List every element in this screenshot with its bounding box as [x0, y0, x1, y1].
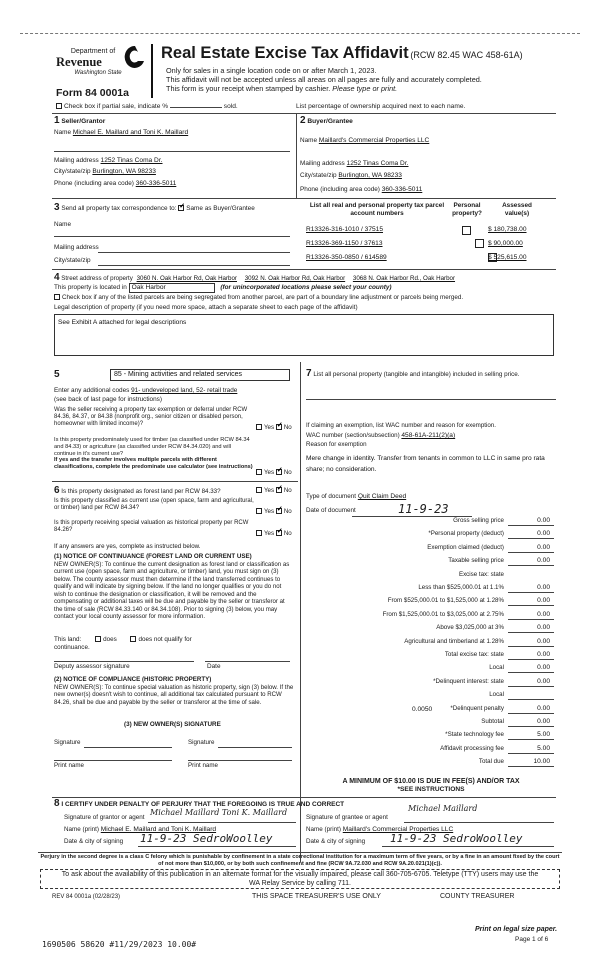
tax-row-label: *Delinquent interest: state	[433, 677, 504, 685]
q1-no[interactable]	[276, 424, 282, 430]
grantee-signature[interactable]: Michael Maillard	[408, 804, 478, 813]
dor-logo-icon	[124, 44, 146, 70]
grantee-date-row: Date & city of signing	[306, 838, 366, 845]
tax-row-line	[508, 672, 554, 673]
parcel-2-value[interactable]: $ 90,000.00	[488, 240, 523, 247]
does-qualify-checkbox[interactable]	[95, 636, 101, 642]
seller-city-row: City/state/zip Burlington, WA 98233	[54, 168, 156, 175]
tax-row-value[interactable]: 0.00	[537, 610, 550, 618]
address-3[interactable]: 3068 N. Oak Harbor Rd., Oak Harbor	[352, 275, 456, 282]
owner-sig-line-1[interactable]	[84, 747, 172, 748]
personal-property-line[interactable]	[306, 399, 556, 400]
tax-row-label: *State technology fee	[445, 731, 504, 739]
sig-label-1: Signature	[54, 739, 81, 746]
address-2[interactable]: 3092 N. Oak Harbor Rd, Oak Harbor	[244, 275, 346, 282]
recording-stamp: 1690506 58620 #11/29/2023 10.00#	[42, 940, 197, 949]
personal-col-header: Personal property?	[452, 202, 482, 217]
owner-sig-line-2[interactable]	[218, 747, 292, 748]
tax-row-label: Less than $525,000.01 at 1.1%	[418, 584, 504, 591]
header-line3-italic: Please type or print.	[332, 84, 398, 94]
owner-print-line-2[interactable]	[188, 760, 292, 761]
section7-heading: 7 List all personal property (tangible and intangible) included in selling price.	[306, 368, 520, 379]
header-line1: Only for sales in a single location code on or after March 1, 2023.	[166, 66, 377, 75]
print-label-2: Print name	[188, 762, 218, 769]
tax-row-line	[508, 753, 554, 754]
tax-row-value[interactable]: 0.00	[537, 530, 550, 538]
partial-percent-field[interactable]	[170, 107, 222, 108]
tax-row-line	[508, 525, 554, 526]
percent-note: List percentage of ownership acquired next to each name.	[296, 103, 466, 110]
q2-no[interactable]	[276, 469, 282, 475]
historic-yes[interactable]	[256, 530, 262, 536]
compliance-heading: (2) NOTICE OF COMPLIANCE (HISTORIC PROPERTY)	[54, 676, 212, 683]
legal-paper-note: Print on legal size paper.	[475, 926, 558, 933]
divider-5	[52, 481, 298, 482]
sec5-q2-answer: Yes ✓ No	[256, 469, 292, 476]
buyer-name[interactable]: Maillard's Commercial Properties LLC	[318, 137, 430, 144]
tax-row-label: Local	[489, 691, 504, 699]
wac-row: WAC number (section/subsection) 458-61A-211(2)(a)	[306, 432, 456, 439]
segregate-row: Check box if any of the listed parcels are being segregated from another parcel, are part of a boundary line adjustment or parcels being merged.	[54, 294, 463, 302]
sec6-if-yes: If any answers are yes, complete as instructed below.	[54, 543, 201, 550]
reason-label: Reason for exemption	[306, 441, 367, 448]
tax-row-value[interactable]: 0.00	[537, 584, 550, 591]
does-not-qualify-checkbox[interactable]	[130, 636, 136, 642]
grantor-name-print[interactable]: Michael E. Maillard and Toni K. Maillard	[100, 826, 217, 833]
tax-row-line	[508, 552, 554, 553]
tax-row-line	[508, 686, 554, 687]
tax-row-label: From $525,000.01 to $1,525,000 at 1.28%	[387, 597, 504, 605]
divider-3	[52, 269, 556, 270]
buyer-mail-row: Mailing address 1252 Tinas Coma Dr.	[300, 160, 409, 167]
header-line2: This affidavit will not be accepted unless all areas on all pages are fully and accurately completed.	[166, 75, 482, 85]
header-notes	[166, 66, 482, 93]
see-instructions: *SEE INSTRUCTIONS	[397, 786, 465, 793]
buyer-phone-row: Phone (including area code) 360-336-5011	[300, 186, 423, 193]
rcw-ref: (RCW 82.45 WAC 458-61A)	[410, 50, 523, 60]
tax-row-label: *Personal property (deduct)	[428, 530, 504, 538]
add-codes-row: Enter any additional codes 91- undeveloped land, 52- retail trade	[54, 387, 238, 394]
header-line3: This form is your receipt when stamped by cashier.	[166, 84, 331, 94]
tax-row-label: Taxable selling price	[448, 557, 504, 565]
county-treasurer: COUNTY TREASURER	[440, 893, 515, 900]
perjury-text: Perjury in the second degree is a class C felony which is punishable by confinement in a state correctional institution for a maximum term of five years, or by a fine in an amount fixed by the court of not more than $10,000, or by both such confinement and fine (RCW 9A.72.030 and RCW 9A.20.021(1)(c)).	[40, 854, 560, 867]
tax-row-value[interactable]: 0.00	[537, 651, 550, 658]
divider-footer	[38, 852, 562, 853]
sec3-mail-line[interactable]	[98, 252, 290, 253]
forest-yes[interactable]	[256, 487, 262, 493]
sig-label-2: Signature	[188, 739, 215, 746]
continuance-heading: (1) NOTICE OF CONTINUANCE (FOREST LAND OR CURRENT USE)	[54, 553, 252, 560]
seller-phone-row: Phone (including area code) 360-336-5011	[54, 180, 177, 187]
deputy-date-line[interactable]	[205, 661, 290, 662]
sec6-q1-row: 6 Is this property designated as forest land per RCW 84.33?	[54, 485, 221, 496]
grantor-signature[interactable]: Michael Maillard Toni K. Maillard	[150, 808, 288, 817]
sec6-q2-answer: Yes ✓ No	[256, 508, 292, 515]
doc-type-row: Type of document Quit Claim Deed	[306, 493, 407, 500]
grantor-date-line	[138, 846, 296, 847]
local-rate: 0.0050	[412, 706, 433, 713]
grantee-date-city[interactable]: 11-9-23 SedroWoolley	[390, 832, 523, 845]
grantor-name-row: Name (print) Michael E. Maillard and Toni K. Maillard	[64, 826, 217, 833]
parcel-1-value[interactable]: $ 180,738.00	[488, 226, 527, 233]
sec6-q3: Is this property receiving special valuation as historical property per RCW 84.26?	[54, 520, 249, 534]
current-use-yes[interactable]	[256, 508, 262, 514]
deputy-label: Deputy assessor signature	[54, 663, 130, 670]
sec3-city-line[interactable]	[98, 265, 290, 266]
divider-v1	[296, 113, 297, 198]
seller-name[interactable]: Michael E. Maillard and Toni K. Maillard	[72, 129, 189, 136]
buyer-city-row: City/state/zip Burlington, WA 98233	[300, 172, 402, 179]
tax-row-line	[508, 713, 554, 714]
current-use-no[interactable]	[276, 508, 282, 514]
tax-row-value[interactable]: 0.00	[537, 664, 550, 672]
qualify-row: This land: does does not qualify for	[54, 636, 192, 643]
tax-row-label: Excise tax: state	[458, 570, 504, 578]
tax-row-label: Local	[489, 664, 504, 672]
page-number: Page 1 of 6	[515, 936, 549, 943]
seller-extra-line	[54, 151, 290, 152]
buyer-mail[interactable]: 1252 Tinas Coma Dr.	[346, 160, 409, 167]
tax-row-label: Exemption claimed (deduct)	[427, 543, 504, 551]
wac-number[interactable]: 458-61A-211(2)(a)	[401, 432, 456, 439]
form-title: Real Estate Excise Tax Affidavit	[161, 44, 409, 62]
partial-sold-label: sold.	[223, 103, 238, 110]
grantee-sig-row: Signature of grantee or agent	[306, 814, 388, 821]
tax-row-label: *Delinquent penalty	[450, 704, 504, 712]
sec3-name-label: Name	[54, 221, 72, 228]
dept-line1: Department of	[70, 48, 116, 55]
tax-row-label: Affidavit processing fee	[440, 744, 504, 752]
tax-row-line	[508, 739, 554, 740]
grantor-sig-line	[148, 822, 296, 823]
top-border	[20, 33, 580, 34]
sec6-q3-answer: Yes ✓ No	[256, 530, 292, 537]
doc-date-label: Date of document	[306, 507, 356, 514]
parcel-3[interactable]: R13326-350-0850 / 614589	[306, 254, 387, 261]
deputy-date-label: Date	[207, 663, 221, 670]
seller-name-row: Name Michael E. Maillard and Toni K. Maillard	[54, 129, 189, 136]
owner-print-line-1[interactable]	[54, 760, 172, 761]
tax-row-label: Gross selling price	[453, 517, 504, 524]
tax-row-value[interactable]: 0.00	[537, 704, 550, 712]
legal-description: See Exhibit A attached for legal descriptions	[58, 319, 187, 326]
tax-row-value[interactable]: 0.00	[537, 677, 550, 685]
same-as-buyer-checkbox[interactable]	[178, 205, 184, 211]
exempt-label: If claiming an exemption, list WAC number and reason for exemption.	[306, 422, 496, 429]
forest-no[interactable]	[276, 487, 282, 493]
sec3-city-label: City/state/zip	[54, 257, 91, 264]
doc-date[interactable]: 11-9-23	[398, 502, 449, 516]
doc-type[interactable]: Quit Claim Deed	[357, 493, 407, 500]
tax-row-value[interactable]: 0.00	[537, 517, 550, 524]
compliance-text: NEW OWNER(S): To continue special valuation as historic property, sign (3) below. If the new owner(s) doesn't wish to continue, all additional tax calculated pursuant to RCW 84.26, shall be due and payable by the seller or transferor at the time of sale.	[54, 684, 294, 706]
tax-row-line	[508, 699, 554, 700]
tax-row-line	[508, 659, 554, 660]
grantor-date-city[interactable]: 11-9-23 SedroWoolley	[140, 832, 273, 845]
section3-heading: 3 Send all property tax correspondence to: ✓ Same as Buyer/Grantee	[54, 202, 255, 214]
seller-mail[interactable]: 1252 Tinas Coma Dr.	[100, 157, 163, 164]
parcel-1[interactable]: R13326-316-1010 / 37515	[306, 226, 383, 233]
grantee-date-line	[382, 846, 554, 847]
tax-row-value[interactable]: 0.00	[537, 624, 550, 632]
tax-row-value[interactable]: 0.00	[537, 557, 550, 565]
tax-row-line	[508, 592, 554, 593]
grantor-date-row: Date & city of signing	[64, 838, 124, 845]
partial-sale-label: Check box if partial sale, indicate %	[64, 103, 169, 110]
exemption-reason[interactable]: Mere change in identity. Transfer from tenants in common to LLC in same pro rata share; no consideration.	[306, 455, 545, 473]
buyer-city[interactable]: Burlington, WA 98233	[338, 172, 402, 179]
section4-address-row: 4 Street address of property 3060 N. Oak Harbor Rd, Oak Harbor 3092 N. Oak Harbor Rd, Oak Harbor 3068 N. Oak Harbor Rd., Oak Harbor	[54, 272, 456, 283]
seller-heading: 1 Seller/Grantor	[54, 115, 106, 126]
new-owner-heading: (3) NEW OWNER(S) SIGNATURE	[124, 721, 221, 728]
see-back: (see back of last page for instructions)	[54, 396, 162, 403]
tax-row-line	[508, 766, 554, 767]
tax-row-value[interactable]: 10.00	[533, 758, 550, 766]
buyer-heading: 2 Buyer/Grantee	[300, 115, 353, 126]
tax-row-value[interactable]: 0.00	[537, 718, 550, 725]
continuance-label: continuance.	[54, 644, 90, 651]
continuance-text: NEW OWNER(S): To continue the current designation as forest land or classification as current use (open space, farm and agriculture, or timber) land, you must sign on (3) below. The county assessor must then determine if the land transferred continues to qualify and will indicate by signing below. If the land no longer qualifies or you do not wish to continue the designation or classification, it will be removed and the compensating or additional taxes will be due and payable by the seller or transferor at the time of sale (RCW 84.33.140 or 84.34.108). Prior to signing (3) below, you may contact your local county assessor for more information.	[54, 561, 290, 620]
grantee-sig-line	[404, 822, 554, 823]
treasurer-use: THIS SPACE TREASURER'S USE ONLY	[252, 893, 381, 900]
grantee-name-print[interactable]: Maillard's Commercial Properties LLC	[342, 826, 454, 833]
tax-row-value[interactable]: 5.00	[537, 731, 550, 739]
location-select[interactable]: Oak Harbor	[129, 283, 215, 293]
tax-row-label: Subtotal	[481, 718, 504, 725]
seller-city[interactable]: Burlington, WA 98233	[92, 168, 156, 175]
tax-row-value[interactable]: 0.00	[537, 597, 550, 605]
buyer-name-row: Name Maillard's Commercial Properties LLC	[300, 137, 430, 144]
tax-row-line	[508, 632, 554, 633]
use-code: 85 - Mining activities and related services	[114, 371, 243, 378]
partial-sale	[56, 103, 238, 111]
tax-row-label: From $1,525,000.01 to $3,025,000 at 2.75%	[382, 610, 504, 618]
dept-line3: Washington State	[74, 70, 122, 77]
parcel-2-personal-checkbox[interactable]	[475, 239, 484, 248]
segregate-checkbox[interactable]	[54, 294, 60, 300]
sec5-q2a: Is this property predominately used for timber (as classified under RCW 84.34 and 84.33) or agriculture (as classified under RCW 84.34.020) and will continue in it's current use?	[54, 437, 250, 457]
value-col-header: Assessed value(s)	[502, 202, 532, 217]
partial-sale-checkbox[interactable]	[56, 103, 62, 109]
tax-row-label: Above $3,025,000 at 3%	[436, 624, 504, 632]
tax-row-line	[508, 565, 554, 566]
divider-v2	[300, 362, 301, 862]
tax-row-value[interactable]: 5.00	[537, 744, 550, 752]
availability-text: To ask about the availability of this publication in an alternate format for the visually impaired, please call 360-705-6705. Teletype (TTY) users may use the WA Relay Service by calling 711.	[61, 871, 539, 887]
sec5-q1: Was the seller receiving a property tax exemption or deferral under RCW 84.36, 84.37, or 84.38 (nonprofit org., senior citizen or disabled person, homeowner with limited income)?	[54, 407, 248, 428]
address-1[interactable]: 3060 N. Oak Harbor Rd, Oak Harbor	[136, 275, 237, 282]
tax-row-value[interactable]: 0.00	[537, 543, 550, 551]
legal-label: Legal description of property (if you need more space, attach a separate sheet to each page of the affidavit)	[54, 304, 358, 311]
section5-num: 5	[54, 369, 60, 380]
tax-row-line	[508, 726, 554, 727]
divider-2	[52, 198, 556, 199]
sec6-q2: Is this property classified as current use (open space, farm and agricultural, or timber) land per RCW 84.34?	[54, 498, 254, 512]
tax-row-line	[508, 538, 554, 539]
sec3-mail-label: Mailing address	[54, 244, 99, 251]
tax-row-line	[508, 646, 554, 647]
tax-row-label: Agricultural and timberland at 1.28%	[404, 637, 504, 645]
sec5-q2b: If yes and the transfer involves multiple parcels with different classifications, complete the predominate use calculator (see instructions)	[54, 457, 253, 470]
legal-description-box[interactable]	[54, 314, 554, 356]
seller-mail-row: Mailing address 1252 Tinas Coma Dr.	[54, 157, 163, 164]
availability-box	[40, 869, 560, 889]
sec3-line	[54, 236, 290, 237]
dept-line2: Revenue	[56, 55, 102, 70]
minimum-note: A MINIMUM OF $10.00 IS DUE IN FEE(S) AND/OR TAX	[342, 778, 520, 785]
q1-yes[interactable]	[256, 424, 262, 430]
certify: 8 I CERTIFY UNDER PENALTY OF PERJURY THAT THE FOREGOING IS TRUE AND CORRECT	[54, 798, 345, 809]
sec6-q1-answer: Yes ✓ No	[256, 487, 292, 494]
historic-no[interactable]	[276, 530, 282, 536]
sec5-q1-answer: Yes ✓ No	[256, 424, 292, 431]
tax-row-value[interactable]: 0.00	[537, 637, 550, 645]
grantee-name-row: Name (print) Maillard's Commercial Properties LLC	[306, 826, 454, 833]
parcel-1-personal-checkbox[interactable]	[462, 226, 471, 235]
located-row: This property is located in Oak Harbor (for unincorporated locations please select your county)	[54, 284, 392, 291]
q2-yes[interactable]	[256, 469, 262, 475]
seller-phone[interactable]: 360-336-5011	[135, 180, 177, 187]
tax-row-label: Total excise tax: state	[444, 651, 504, 658]
parcel-2[interactable]: R13326-369-1150 / 37613	[306, 240, 383, 247]
additional-codes[interactable]: 91- undeveloped land, 52- retail trade	[131, 387, 238, 394]
form-number: Form 84 0001a	[56, 87, 129, 99]
parcel-3-value[interactable]: $ 525,615.00	[488, 254, 527, 261]
divider-1	[52, 113, 556, 114]
title-block	[161, 44, 523, 64]
header-divider	[151, 44, 153, 98]
print-label-1: Print name	[54, 762, 84, 769]
tax-row-line	[508, 619, 554, 620]
rev-number: REV 84 0001a (02/28/23)	[52, 894, 121, 900]
tax-row-line	[508, 605, 554, 606]
deputy-sig-line[interactable]	[54, 661, 194, 662]
parcel-col-header: List all real and personal property tax parcel account numbers	[309, 202, 445, 217]
grantor-sig-row: Signature of grantor or agent	[64, 814, 145, 821]
use-code-select[interactable]	[110, 369, 290, 381]
tax-row-label: Total due	[478, 758, 504, 766]
buyer-phone[interactable]: 360-336-5011	[381, 186, 423, 193]
